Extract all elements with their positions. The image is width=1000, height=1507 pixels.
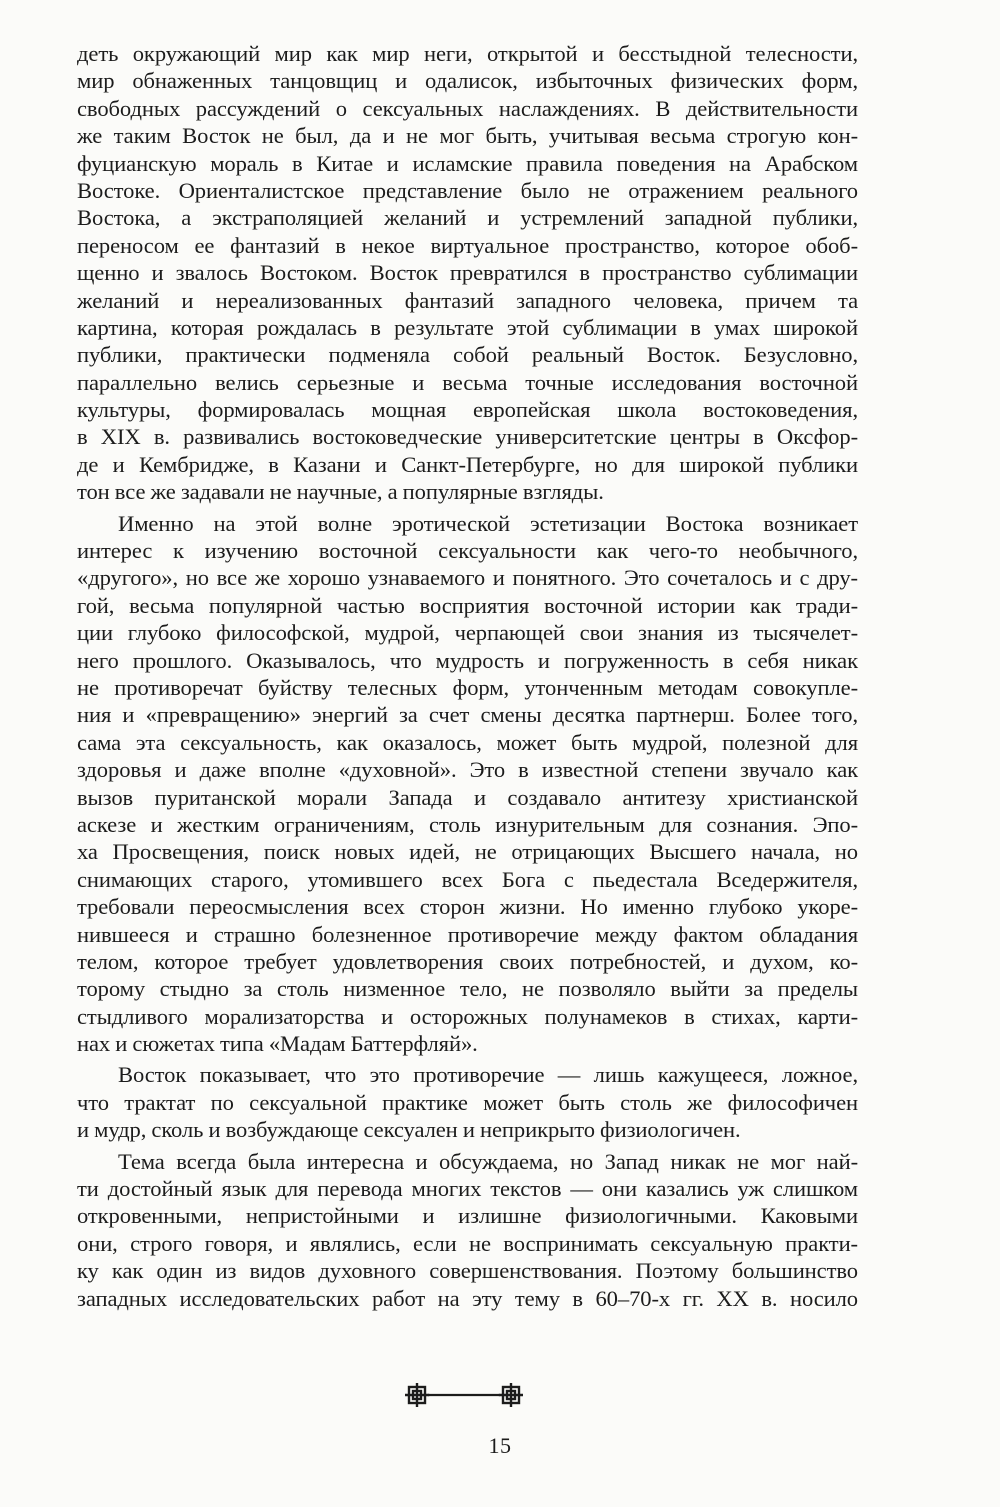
text-line: желаний и нереализованных фантазий западного человека, причем та xyxy=(77,287,858,313)
text-line: мир обнаженных танцовщиц и одалисок, избыточных физических форм, xyxy=(77,68,858,94)
text-line: торому стыдно за столь низменное тело, не позволяло выйти за пределы xyxy=(77,976,858,1002)
text-line: де и Кембридже, в Казани и Санкт-Петербурге, но для широкой публики xyxy=(77,451,858,477)
knot-ornament-icon xyxy=(405,1383,523,1407)
text-line: Именно на этой волне эротической эстетизации Востока возникает xyxy=(118,510,858,536)
text-line: стыдливого морализаторства и осторожных полунамеков в стихах, карти- xyxy=(77,1003,858,1029)
text-line: здоровья и даже вполне «духовной». Это в известной степени звучало как xyxy=(77,757,858,783)
text-line: что трактат по сексуальной практике может быть столь же философичен xyxy=(77,1089,858,1115)
text-line: гой, весьма популярной частью восприятия восточной истории как тради- xyxy=(77,592,858,618)
text-line: западных исследовательских работ на эту тему в 60–70-х гг. XX в. носило xyxy=(77,1285,858,1311)
text-line: сама эта сексуальность, как оказалось, может быть мудрой, полезной для xyxy=(77,729,858,755)
text-line: переносом ее фантазий в некое виртуальное пространство, которое обоб- xyxy=(77,232,858,258)
text-line: Тема всегда была интересна и обсуждаема, но Запад никак не мог най- xyxy=(118,1148,858,1174)
text-line: Востоке. Ориенталистское представление было не отражением реального xyxy=(77,177,858,203)
text-line: же таким Восток не был, да и не мог быть, учитывая весьма строгую кон- xyxy=(77,123,858,149)
text-line: нах и сюжетах типа «Мадам Баттерфляй». xyxy=(77,1031,478,1057)
paragraph xyxy=(77,40,858,506)
text-line: публики, практически подменяла собой реальный Восток. Безусловно, xyxy=(77,342,858,368)
text-line: картина, которая рождалась в результате этой сублимации в умах широкой xyxy=(77,314,858,340)
text-line: не противоречат буйству телесных форм, утонченным методам совокупле- xyxy=(77,674,858,700)
text-line: ции глубоко философской, мудрой, черпающей свои знания из тысячелет- xyxy=(77,620,858,646)
text-line: телом, которое требует удовлетворения своих потребностей, и духом, ко- xyxy=(77,948,858,974)
text-line: ха Просвещения, поиск новых идей, не отрицающих Высшего начала, но xyxy=(77,839,858,865)
text-line: они, строго говоря, и являлись, если не воспринимать сексуальную практи- xyxy=(77,1230,858,1256)
text-line: тон все же задавали не научные, а популярные взгляды. xyxy=(77,479,604,505)
paragraph xyxy=(77,1061,858,1143)
text-line: ку как один из видов духовного совершенствования. Поэтому большинство xyxy=(77,1258,858,1284)
text-line: снимающих старого, утомившего всех Бога с пьедестала Вседержителя, xyxy=(77,866,858,892)
text-line: свободных рассуждений о сексуальных наслаждениях. В действительности xyxy=(77,95,858,121)
body-text xyxy=(77,40,858,1312)
text-line: культуры, формировалась мощная европейская школа востоковедения, xyxy=(77,397,858,423)
paragraph xyxy=(77,1148,858,1312)
text-line: интерес к изучению восточной сексуальности как чего-то необычного, xyxy=(77,538,858,564)
text-line: и мудр, сколь и возбуждающе сексуален и неприкрыто физиологичен. xyxy=(77,1117,741,1143)
text-line: параллельно велись серьезные и весьма точные исследования восточной xyxy=(77,369,858,395)
text-line: требовали переосмысления всех сторон жизни. Но именно глубоко укоре- xyxy=(77,894,858,920)
text-line: него прошлого. Оказывалось, что мудрость и погруженность в себя никак xyxy=(77,647,858,673)
text-line: «другого», но все же хорошо узнаваемого и понятного. Это сочеталось и с дру- xyxy=(77,565,858,591)
text-line: вызов пуританской морали Запада и создавало антитезу христианской xyxy=(77,784,858,810)
text-line: аскезе и жестким ограничениям, столь изнурительным для сознания. Эпо- xyxy=(77,811,858,837)
text-line: деть окружающий мир как мир неги, открытой и бесстыдной телесности, xyxy=(77,41,858,66)
text-line: ния и «превращению» энергий за счет смены десятка партнерш. Более того, xyxy=(77,702,858,728)
text-line: фуцианскую мораль в Китае и исламские правила поведения на Арабском xyxy=(77,150,858,176)
text-line: Востока, а экстраполяцией желаний и устремлений западной публики, xyxy=(77,205,858,231)
text-line: ти достойный язык для перевода многих текстов — они казались уж слишком xyxy=(77,1176,858,1202)
text-line: Восток показывает, что это противоречие — лишь кажущееся, ложное, xyxy=(118,1062,858,1088)
text-line: в XIX в. развивались востоковедческие университетские центры в Оксфор- xyxy=(77,424,858,450)
text-line: щенно и звалось Востоком. Восток превратился в пространство сублимации xyxy=(77,260,858,286)
paragraph xyxy=(77,510,858,1058)
text-line: нившееся и страшно болезненное противоречие между фактом обладания xyxy=(77,921,858,947)
page-number: 15 xyxy=(488,1433,512,1458)
text-line: откровенными, непристойными и излишне физиологичными. Каковыми xyxy=(77,1203,858,1229)
